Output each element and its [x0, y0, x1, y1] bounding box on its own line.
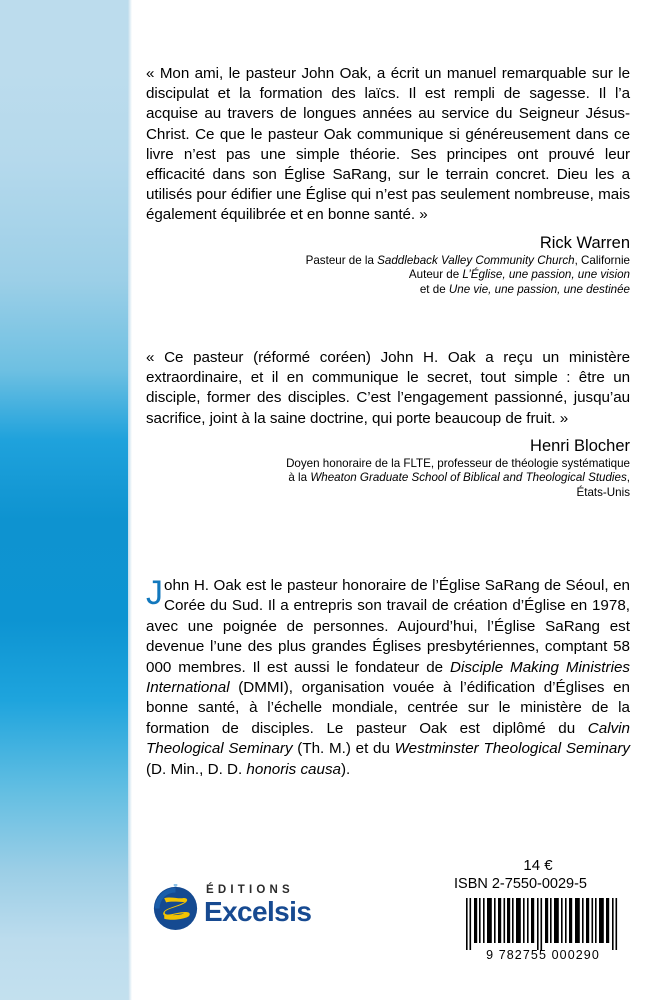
publisher-wordmark: [204, 884, 334, 927]
bio-segment-italic: honoris causa: [246, 760, 341, 778]
author-biography: [146, 576, 630, 780]
credit-italic: Wheaton Graduate School of Biblical and Theological Studies: [310, 471, 627, 485]
credit-italic: L’Église, une passion, une vision: [462, 268, 630, 282]
ean13-barcode: [462, 898, 624, 970]
bio-segment-italic: Disciple Making Ministries International: [146, 658, 630, 697]
testimonial-attribution-1: [146, 226, 630, 298]
bio-segment: (DMMI), organisation vouée à l’édification d’Églises en bonne santé, à l’échelle mondiale, centrée sur le ministère de la formation de disciples. Le pasteur Oak est diplômé du: [146, 679, 630, 737]
bio-segment: ).: [340, 760, 351, 778]
testimonial-block-1: [146, 64, 630, 297]
bio-segment-italic: Calvin Theological Seminary: [146, 719, 630, 758]
publisher-name: Excelsis: [204, 896, 312, 927]
cover-content-column: [146, 0, 630, 1000]
testimonial-credit-line: [146, 268, 630, 283]
barcode-bars: [462, 898, 624, 950]
bio-segment: (D. Min., D. D.: [146, 760, 247, 778]
excelsis-circle-s-logo-icon: [152, 884, 199, 931]
credit-prefix: à la: [288, 471, 311, 485]
barcode-digits: 9 782755 000290: [486, 948, 600, 962]
credit-prefix: Auteur de: [408, 268, 463, 282]
bio-segment: ohn H. Oak est le pasteur honoraire de l’Église SaRang de Séoul, en Corée du Sud. Il a entrepris son travail de création d’Église en 1978, avec une poignée de personnes. Aujourd’hui, l’Église SaRang est devenue l’une des plus grandes Églises presbytériennes, comptant 58 000 membres. Il est aussi le fondateur de: [146, 577, 630, 676]
credit-prefix: Pasteur de la: [305, 253, 378, 267]
testimonial-credit-line: [146, 254, 630, 269]
testimonial-block-2: [146, 348, 630, 501]
publisher-logo: [152, 884, 337, 936]
bio-segment: (Th. M.) et du: [292, 740, 395, 758]
testimonial-quote-1: « Mon ami, le pasteur John Oak, a écrit un manuel remarquable sur le discipulat et la formation des laïcs. Il est rempli de sagesse. Il l’a acquise au travers de longues années au service du Seigneur Jésus-Christ. Ce que le pasteur Oak communique si généreusement dans ce livre n’est pas une simple théorie. Ses principes ont prouvé leur efficacité dans son Église SaRang, sur le terrain concret. Dieu les a utilisés pour édifier une Église qui n’est pas seulement nombreuse, mais également équilibrée et en bonne santé. »: [146, 65, 630, 224]
bio-dropcap: J: [146, 574, 163, 612]
credit-prefix: Doyen honoraire de la FLTE, professeur de théologie systématique: [286, 456, 630, 470]
credit-italic: Saddleback Valley Community Church: [377, 253, 575, 267]
testimonial-attribution-2: [146, 429, 630, 501]
price-label: 14 €: [523, 857, 553, 874]
credit-italic: Une vie, une passion, une destinée: [448, 282, 630, 296]
publisher-eyebrow: ÉDITIONS: [206, 884, 294, 896]
testimonial-credit-line: [146, 486, 630, 501]
credit-suffix: ,: [626, 471, 630, 485]
testimonial-credit-line: [146, 283, 630, 298]
bio-segment-italic: Westminster Theological Seminary: [394, 740, 630, 758]
credit-prefix: et de: [419, 282, 449, 296]
testimonial-credit-line: [146, 457, 630, 472]
spine-gradient-band: [0, 0, 128, 1000]
price-isbn-block: [448, 856, 628, 894]
spine-edge-shadow: [128, 0, 132, 1000]
testimonial-author-2: Henri Blocher: [530, 436, 630, 455]
credit-prefix: États-Unis: [576, 486, 630, 499]
testimonial-quote-2: « Ce pasteur (réformé coréen) John H. Oak a reçu un ministère extraordinaire, et il en communique le secret, tout simple : être un disciple, former des disciples. C’est l’engagement passionné, jusqu’au sacrifice, joint à la saine doctrine, qui porte beaucoup de fruit. »: [146, 349, 630, 427]
isbn-label: ISBN 2-7550-0029-5: [454, 876, 587, 892]
testimonial-credit-line: [146, 471, 630, 486]
credit-suffix: , Californie: [574, 253, 630, 267]
testimonial-author-1: Rick Warren: [539, 233, 630, 252]
